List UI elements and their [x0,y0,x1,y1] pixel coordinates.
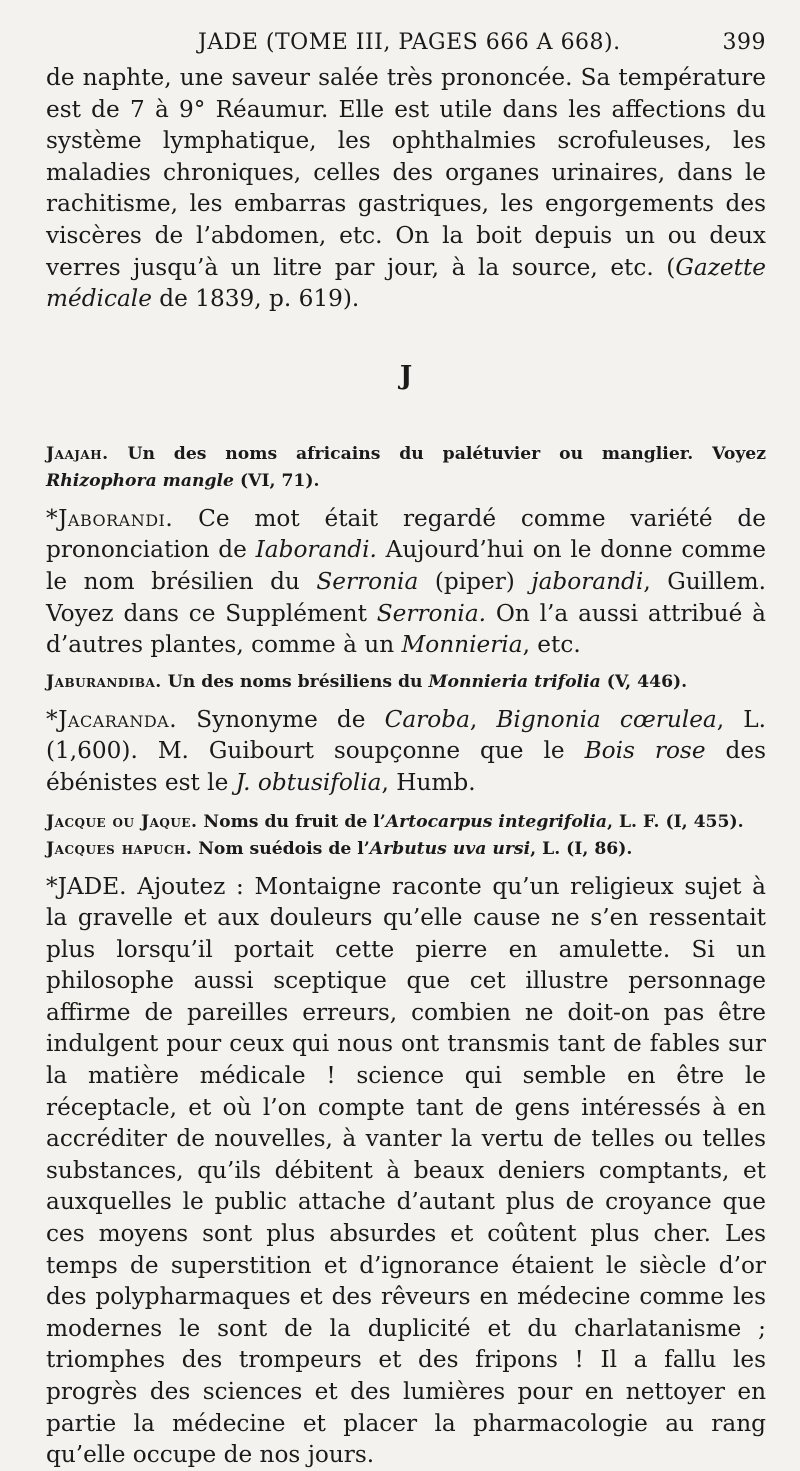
entry-head: Jacque ou Jaque. [46,811,198,832]
entry-text: Nom suédois de l’ [192,838,370,859]
intro-text-end: de 1839, p. 619). [151,285,360,313]
entry-text: On l’a aussi attribué à d’autres plantes, comme à un [46,599,766,659]
entry-italic: J. obtusifolia [235,768,382,796]
entry-italic: Serronia [316,567,419,595]
entry-text: Un des noms brésiliens du [161,671,429,692]
entry-text: Ce mot était regardé comme variété de prononciation de [46,504,766,564]
entry-head: Jaburandiba. [46,671,162,692]
entry-text: , Humb. [381,768,476,796]
entry-jaburandiba [46,669,766,696]
intro-text: de naphte, une saveur salée très prononcée. Sa température est de 7 à 9° Réaumur. Elle est utile dans les affections du système lymphatique, les ophthalmies scrofuleuses, les maladies chroniques, celles des organes urinaires, dans le rachitisme, les embarras gastriques, les engorgements des viscères de l’abdomen, etc. On la boit depuis un ou deux verres jusqu’à un litre par jour, à la source, etc. ( [46,64,766,281]
page-header [46,28,766,62]
entry-ref: Monnieria trifolia [428,671,601,692]
entry-text: (piper) [418,567,532,595]
entry-italic: Bois rose [584,737,706,765]
entry-ref: Rhizophora mangle [46,470,234,491]
entry-jaborandi [46,503,766,661]
entry-jaajah [46,441,766,495]
entry-jacques-hapuch [46,836,766,863]
entry-tail: , L. (I, 86). [530,838,633,859]
entry-tail: (VI, 71). [234,470,320,491]
entry-ref: Artocarpus integrifolia [385,811,607,832]
entry-italic: Monnieria [401,631,523,659]
entry-jacaranda [46,704,766,799]
entry-head: *Jaborandi. [46,504,174,532]
entry-text: , Guillem. Voyez dans ce Supplément [46,567,767,627]
entry-text: Un des noms africains du palétuvier ou manglier. Voyez [108,443,766,464]
entry-text: Ajoutez : Montaigne raconte qu’un religieux sujet à la gravelle et aux douleurs qu’elle cause ne s’en ressentait plus lorsqu’il portait cette pierre en amulette. Si un philosophe aussi sceptique que cet illustre personnage affirme de pareilles erreurs, combien ne doit-on pas être indulgent pour ceux qui nous ont transmis tant de fables sur la matière médicale ! science qui semble en être le réceptacle, et où l’on compte tant de gens intéressés à en accréditer de nouvelles, à vanter la vertu de telles ou telles substances, qu’ils débitent à beaux deniers comptants, et auxquelles le public attache d’autant plus de croyance que ces moyens sont plus absurdes et coûtent plus cher. Les temps de superstition et d’ignorance étaient le siècle d’or des polypharmaques et des rêveurs en médecine comme les modernes le sont de la duplicité et du charlatanisme ; triomphes des trompeurs et des fripons ! Il a fallu les progrès des sciences et des lumières pour en nettoyer en partie la médecine et placer la pharmacologie au rang qu’elle occupe de nos jours. [46,872,766,1469]
entry-italic: Bignonia cœrulea [496,705,717,733]
entry-head: Jacques hapuch. [46,838,193,859]
entry-ref: Arbutus uva ursi [369,838,531,859]
entry-text: Aujourd’hui on le donne comme le nom brésilien du [46,536,766,595]
page-number: 399 [722,30,766,55]
entry-text: , L. (1,600). M. Guibourt soupçonne que le [46,705,766,765]
intro-source: Gazette médicale [46,253,766,313]
running-title: JADE (TOME III, PAGES 666 A 668). [198,30,621,55]
entry-text: , etc. [522,631,581,659]
entry-italic: Serronia. [376,599,487,627]
section-letter: J [399,360,413,391]
entry-text: , [469,705,497,733]
entry-tail: , L. F. (I, 455). [606,811,744,832]
entry-tail: (V, 446). [600,671,688,692]
entry-italic: Iaborandi. [255,536,377,564]
intro-paragraph [46,62,766,315]
entry-head: Jaajah. [46,443,109,464]
entry-italic: jaborandi [531,567,644,595]
entry-text: Synonyme de [177,705,385,733]
entry-head: *Jacaranda. [46,705,178,733]
entry-head: *JADE. [46,872,127,900]
entry-italic: Caroba [384,705,470,733]
entry-jade [46,871,766,1471]
entry-jacque [46,809,766,836]
entry-text: Noms du fruit de l’ [197,811,386,832]
entry-text: des ébénistes est le [46,737,766,796]
